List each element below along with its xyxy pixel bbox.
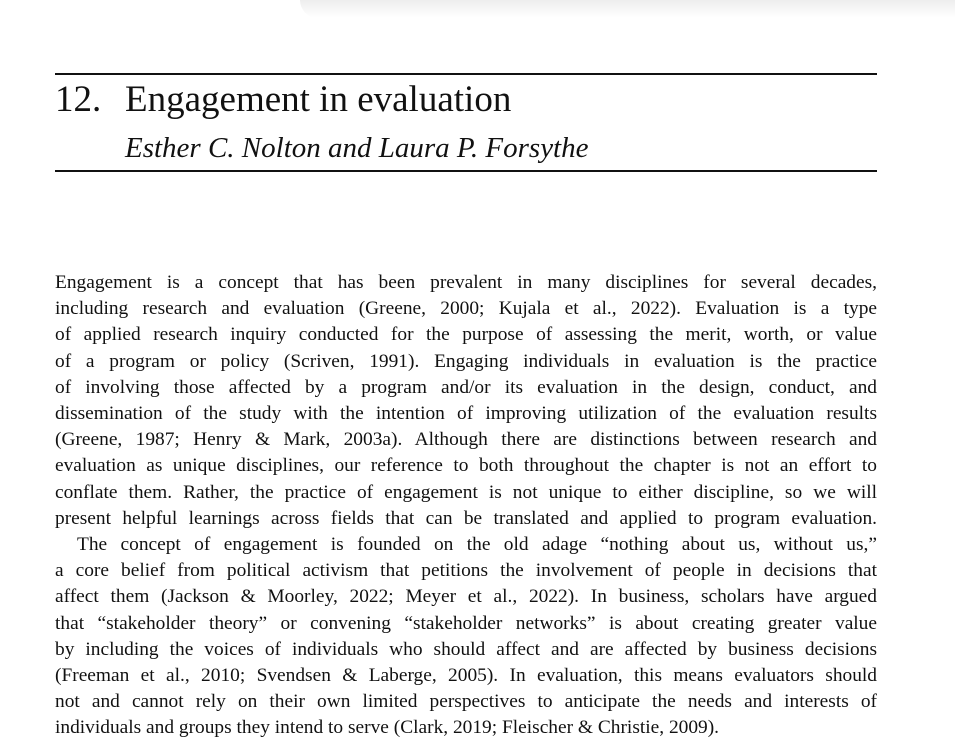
text-line: that “stakeholder theory” or convening “stakeholder networks” is about creating greater value bbox=[55, 612, 877, 634]
text-line: The concept of engagement is founded on the old adage “nothing about us, without us,” bbox=[77, 534, 877, 556]
text-line: not and cannot rely on their own limited perspectives to anticipate the needs and interests of bbox=[55, 691, 877, 713]
text-line: (Greene, 1987; Henry & Mark, 2003a). Although there are distinctions between research and bbox=[55, 429, 877, 451]
text-line: evaluation as unique disciplines, our reference to both throughout the chapter is not an effort to bbox=[55, 455, 877, 477]
chapter-title: Engagement in evaluation bbox=[125, 79, 512, 120]
text-line: dissemination of the study with the intention of improving utilization of the evaluation results bbox=[55, 403, 877, 425]
chapter-number: 12. bbox=[55, 79, 102, 120]
text-line: a core belief from political activism that petitions the involvement of people in decisions that bbox=[55, 560, 877, 582]
chapter-authors: Esther C. Nolton and Laura P. Forsythe bbox=[125, 132, 589, 164]
text-line: of applied research inquiry conducted for the purpose of assessing the merit, worth, or value bbox=[55, 324, 877, 346]
text-line: individuals and groups they intend to serve (Clark, 2019; Fleischer & Christie, 2009). bbox=[55, 717, 720, 739]
text-line: including research and evaluation (Greene, 2000; Kujala et al., 2022). Evaluation is a type bbox=[55, 298, 877, 320]
text-line: present helpful learnings across fields that can be translated and applied to program evaluation. bbox=[55, 507, 877, 529]
body-text bbox=[55, 270, 877, 742]
paragraph-1 bbox=[55, 270, 877, 532]
text-line: of a program or policy (Scriven, 1991). Engaging individuals in evaluation is the practice bbox=[55, 350, 877, 372]
text-line: Engagement is a concept that has been prevalent in many disciplines for several decades, bbox=[55, 272, 877, 293]
paragraph-2 bbox=[55, 532, 877, 742]
text-line: conflate them. Rather, the practice of engagement is not unique to either discipline, so we will bbox=[55, 481, 877, 503]
text-line: affect them (Jackson & Moorley, 2022; Meyer et al., 2022). In business, scholars have argued bbox=[55, 586, 877, 608]
text-line: of involving those affected by a program and/or its evaluation in the design, conduct, and bbox=[55, 376, 877, 398]
heading-bottom-rule bbox=[55, 170, 877, 172]
text-line: (Freeman et al., 2010; Svendsen & Laberge, 2005). In evaluation, this means evaluators should bbox=[55, 665, 877, 687]
text-line: by including the voices of individuals who should affect and are affected by business decisions bbox=[55, 638, 877, 660]
chapter-heading bbox=[55, 78, 511, 122]
page-edge-shadow bbox=[300, 0, 955, 18]
heading-top-rule bbox=[55, 73, 877, 75]
